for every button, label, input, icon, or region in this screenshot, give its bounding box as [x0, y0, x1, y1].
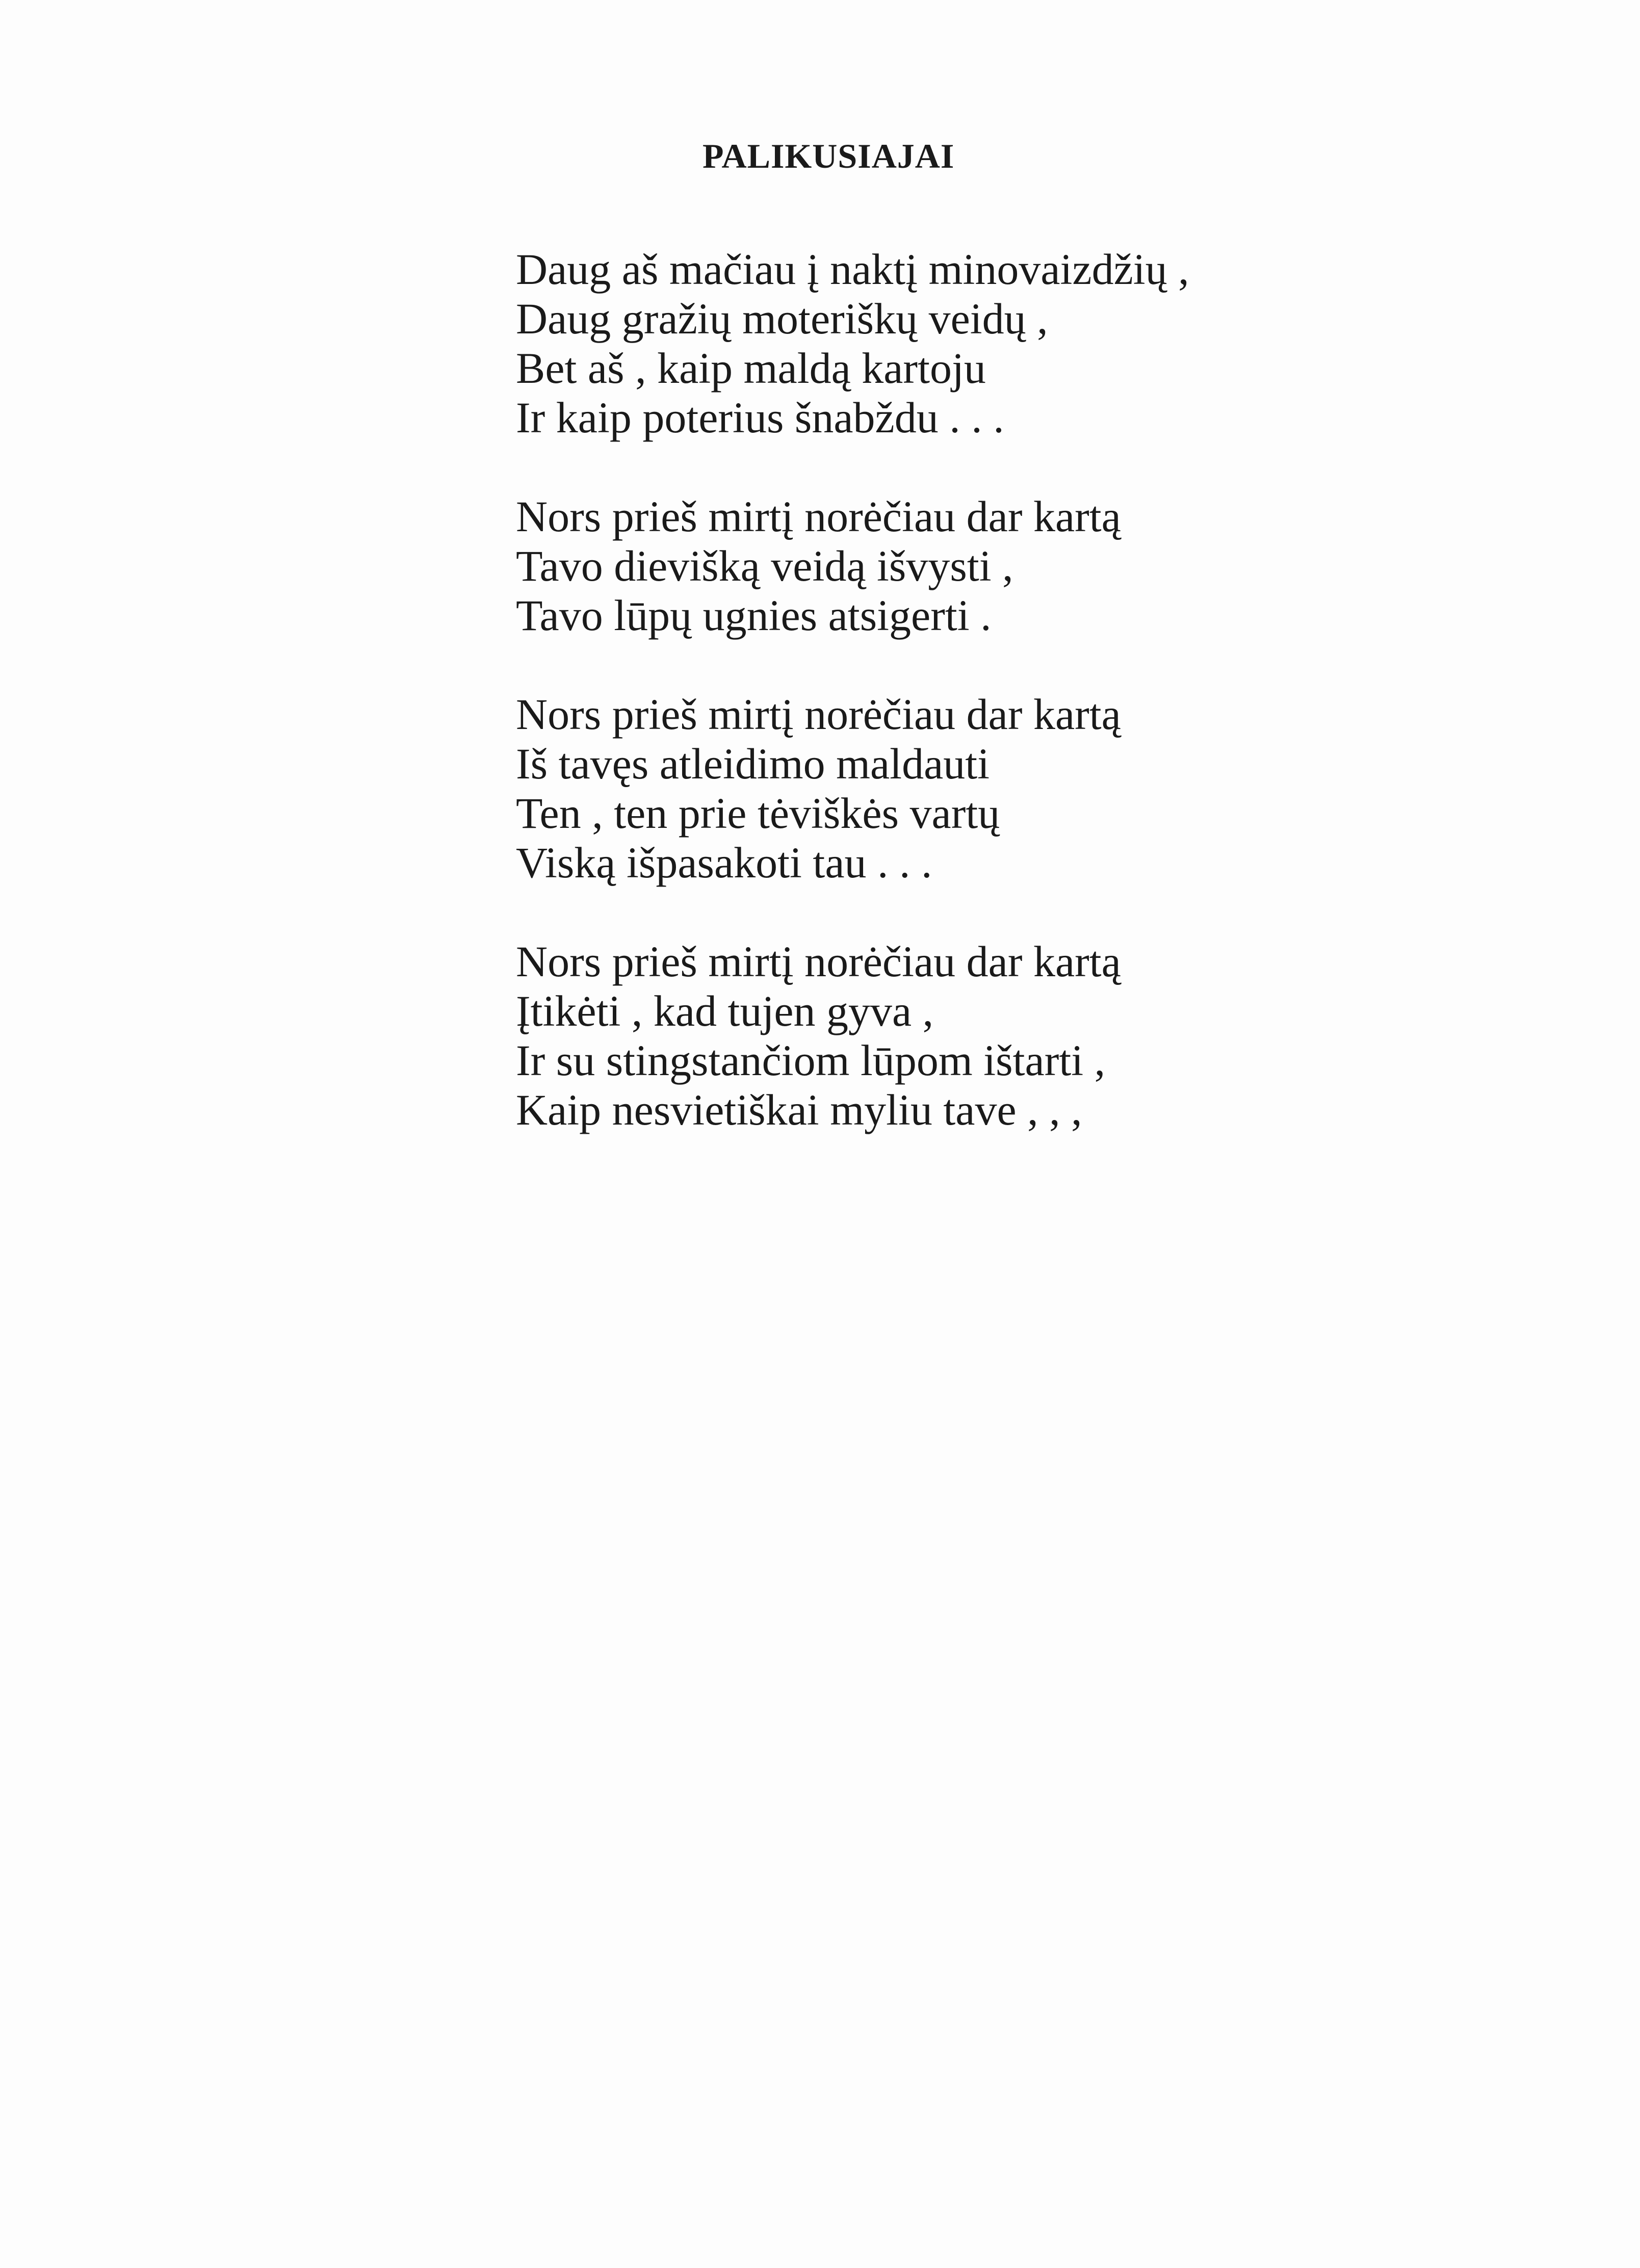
poem-line: Viską išpasakoti tau . . . [516, 838, 932, 887]
stanza-4 [516, 937, 1485, 1135]
poem-line: Nors prieš mirtį norėčiau dar kartą [516, 937, 1121, 986]
poem-line: Ir kaip poterius šnabždu . . . [516, 393, 1004, 442]
poem-line: Daug aš mačiau į naktį minovaizdžių , [516, 245, 1189, 294]
poem-line: Nors prieš mirtį norėčiau dar kartą [516, 690, 1121, 739]
poem-line: Tavo lūpų ugnies atsigerti . [516, 591, 992, 640]
stanza-3 [516, 690, 1485, 888]
poem-line: Daug gražių moteriškų veidų , [516, 294, 1048, 343]
poem-line: Bet aš , kaip maldą kartoju [516, 344, 986, 393]
poem-body [516, 245, 1485, 1184]
poem-title: PALIKUSIAJAI [702, 137, 955, 175]
poem-line: Kaip nesvietiškai myliu tave , , , [516, 1085, 1082, 1134]
poem-line: Iš tavęs atleidimo maldauti [516, 739, 990, 788]
poem-line: Tavo dievišką veidą išvysti , [516, 541, 1013, 590]
stanza-2 [516, 492, 1485, 640]
poem-line: Įtikėti , kad tujen gyva , [516, 986, 934, 1035]
poem-line: Ir su stingstančiom lūpom ištarti , [516, 1036, 1106, 1085]
poem-line: Nors prieš mirtį norėčiau dar kartą [516, 492, 1121, 541]
stanza-1 [516, 245, 1485, 442]
poem-line: Ten , ten prie tėviškės vartų [516, 789, 1000, 838]
